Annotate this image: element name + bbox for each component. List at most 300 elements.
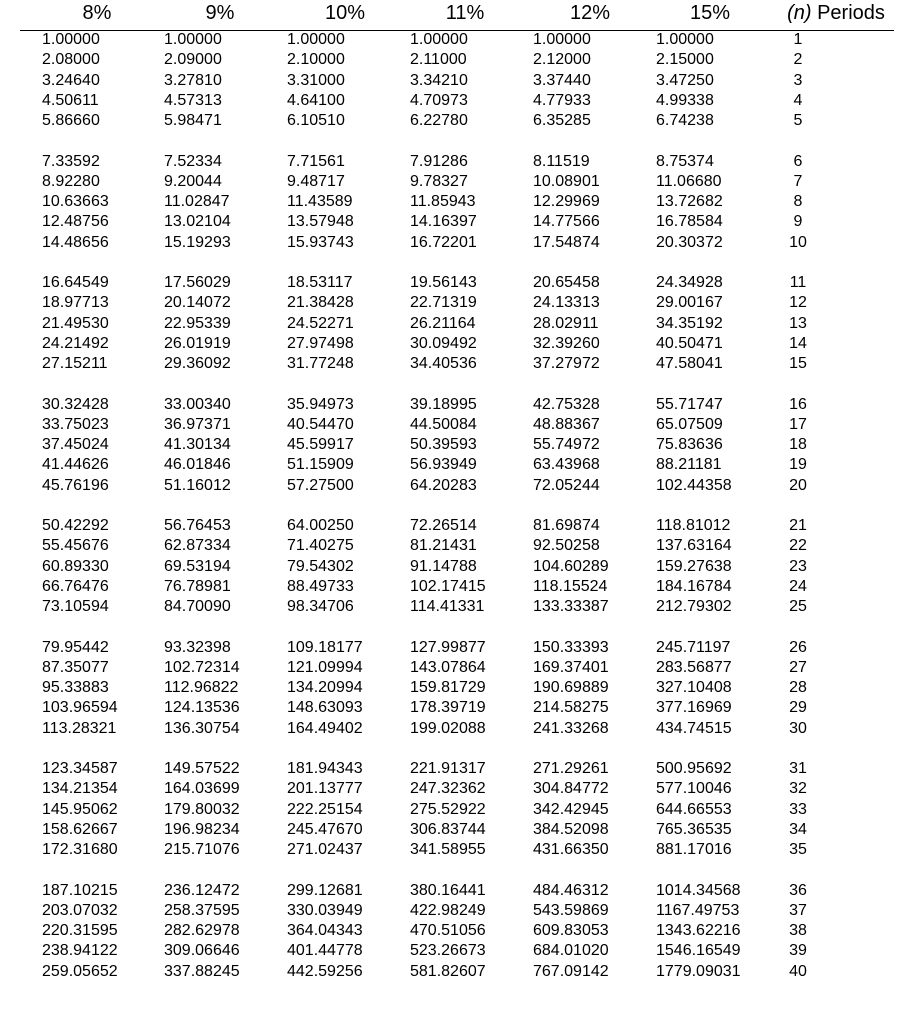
table-cell: 79.95442 xyxy=(42,638,109,656)
table-cell: 1.00000 xyxy=(656,31,714,48)
table-cell: 644.66553 xyxy=(656,800,732,818)
table-cell: 684.01020 xyxy=(533,942,609,960)
table-row xyxy=(0,395,920,415)
table-cell: 12.48756 xyxy=(42,213,109,231)
period-number: 19 xyxy=(789,456,807,474)
table-cell: 3.27810 xyxy=(164,71,222,89)
table-cell: 26.01919 xyxy=(164,334,231,352)
table-cell: 134.20994 xyxy=(287,679,363,697)
table-cell: 4.64100 xyxy=(287,91,345,109)
table-cell: 283.56877 xyxy=(656,658,732,676)
table-row xyxy=(0,779,920,799)
table-cell: 87.35077 xyxy=(42,658,109,676)
table-cell: 41.44626 xyxy=(42,456,109,474)
table-cell: 27.15211 xyxy=(42,355,108,373)
column-header-periods xyxy=(778,1,894,25)
table-cell: 76.78981 xyxy=(164,577,231,595)
column-header-9-percent: 9% xyxy=(205,2,235,24)
table-cell: 63.43968 xyxy=(533,456,600,474)
table-cell: 282.62978 xyxy=(164,922,240,940)
table-cell: 14.16397 xyxy=(410,213,477,231)
row-group xyxy=(0,152,920,254)
table-cell: 164.03699 xyxy=(164,780,240,798)
table-cell: 1779.09031 xyxy=(656,962,741,980)
row-group xyxy=(0,395,920,497)
table-cell: 104.60289 xyxy=(533,557,609,575)
table-cell: 220.31595 xyxy=(42,922,118,940)
table-cell: 36.97371 xyxy=(164,415,231,433)
table-cell: 577.10046 xyxy=(656,780,732,798)
table-cell: 364.04343 xyxy=(287,922,363,940)
table-cell: 190.69889 xyxy=(533,679,609,697)
table-cell: 21.49530 xyxy=(42,314,109,332)
table-cell: 8.11519 xyxy=(533,152,590,170)
period-number: 14 xyxy=(789,334,807,352)
table-cell: 6.74238 xyxy=(656,112,714,130)
period-number: 34 xyxy=(789,820,807,838)
table-cell: 118.81012 xyxy=(656,517,731,534)
table-cell: 51.16012 xyxy=(164,476,231,494)
period-number: 17 xyxy=(789,415,807,433)
table-cell: 337.88245 xyxy=(164,962,240,980)
table-cell: 24.13313 xyxy=(533,294,600,312)
table-cell: 275.52922 xyxy=(410,800,486,818)
table-cell: 16.64549 xyxy=(42,274,109,291)
table-cell: 22.71319 xyxy=(410,294,477,312)
table-cell: 103.96594 xyxy=(42,699,118,717)
table-cell: 15.93743 xyxy=(287,233,354,251)
table-cell: 112.96822 xyxy=(164,679,239,697)
table-cell: 1167.49753 xyxy=(656,901,740,919)
table-cell: 1.00000 xyxy=(287,31,345,48)
table-cell: 88.21181 xyxy=(656,456,722,474)
table-cell: 113.28321 xyxy=(42,719,117,737)
period-number: 2 xyxy=(793,51,803,69)
table-cell: 2.12000 xyxy=(533,51,591,69)
table-cell: 7.91286 xyxy=(410,152,468,170)
table-cell: 137.63164 xyxy=(656,537,732,555)
row-group xyxy=(0,516,920,618)
table-cell: 72.05244 xyxy=(533,476,600,494)
table-header-row xyxy=(20,0,894,31)
table-cell: 19.56143 xyxy=(410,274,477,291)
table-cell: 50.39593 xyxy=(410,436,477,454)
period-number: 38 xyxy=(789,922,807,940)
table-cell: 41.30134 xyxy=(164,436,231,454)
table-cell: 14.48656 xyxy=(42,233,109,251)
table-cell: 271.29261 xyxy=(533,760,609,777)
period-number: 29 xyxy=(789,699,807,717)
table-cell: 24.21492 xyxy=(42,334,109,352)
table-cell: 2.11000 xyxy=(410,51,467,69)
table-cell: 121.09994 xyxy=(287,658,363,676)
table-cell: 42.75328 xyxy=(533,395,600,413)
table-cell: 55.71747 xyxy=(656,395,723,413)
table-cell: 14.77566 xyxy=(533,213,600,231)
table-row xyxy=(0,152,920,172)
table-cell: 179.80032 xyxy=(164,800,240,818)
table-cell: 35.94973 xyxy=(287,395,354,413)
table-cell: 9.78327 xyxy=(410,172,468,190)
period-number: 32 xyxy=(789,780,807,798)
periods-symbol: (n) xyxy=(787,2,812,24)
table-cell: 20.14072 xyxy=(164,294,231,312)
table-cell: 17.54874 xyxy=(533,233,600,251)
table-cell: 81.69874 xyxy=(533,517,600,534)
table-row xyxy=(0,557,920,577)
table-cell: 71.40275 xyxy=(287,537,354,555)
table-row xyxy=(0,30,920,50)
table-row xyxy=(0,719,920,739)
table-cell: 201.13777 xyxy=(287,780,363,798)
table-cell: 609.83053 xyxy=(533,922,609,940)
table-cell: 65.07509 xyxy=(656,415,723,433)
table-cell: 109.18177 xyxy=(287,638,363,656)
period-number: 33 xyxy=(789,800,807,818)
table-cell: 422.98249 xyxy=(410,901,486,919)
table-row xyxy=(0,111,920,131)
table-cell: 47.58041 xyxy=(656,355,723,373)
column-header-10-percent: 10% xyxy=(324,2,366,24)
table-row xyxy=(0,91,920,111)
table-cell: 31.77248 xyxy=(287,355,354,373)
table-cell: 5.98471 xyxy=(164,112,222,130)
table-cell: 55.74972 xyxy=(533,436,600,454)
row-group xyxy=(0,273,920,375)
table-cell: 7.33592 xyxy=(42,152,100,170)
table-cell: 44.50084 xyxy=(410,415,477,433)
table-row xyxy=(0,273,920,293)
table-cell: 330.03949 xyxy=(287,901,363,919)
table-cell: 1014.34568 xyxy=(656,881,741,899)
period-number: 40 xyxy=(789,962,807,980)
table-cell: 114.41331 xyxy=(410,598,485,616)
table-cell: 55.45676 xyxy=(42,537,109,555)
table-cell: 20.30372 xyxy=(656,233,723,251)
table-cell: 1.00000 xyxy=(42,31,100,48)
table-row xyxy=(0,233,920,253)
table-cell: 7.52334 xyxy=(164,152,222,170)
table-cell: 158.62667 xyxy=(42,820,118,838)
table-cell: 102.17415 xyxy=(410,577,486,595)
period-number: 5 xyxy=(793,112,803,130)
table-cell: 377.16969 xyxy=(656,699,732,717)
table-cell: 33.00340 xyxy=(164,395,231,413)
table-cell: 30.32428 xyxy=(42,395,109,413)
table-cell: 60.89330 xyxy=(42,557,109,575)
table-cell: 40.54470 xyxy=(287,415,354,433)
table-cell: 133.33387 xyxy=(533,598,609,616)
table-cell: 247.32362 xyxy=(410,780,486,798)
table-cell: 123.34587 xyxy=(42,760,118,777)
period-number: 12 xyxy=(789,294,807,312)
period-number: 15 xyxy=(789,355,807,373)
table-cell: 2.10000 xyxy=(287,51,345,69)
period-number: 36 xyxy=(789,881,807,899)
table-row xyxy=(0,820,920,840)
table-cell: 196.98234 xyxy=(164,820,240,838)
table-row xyxy=(0,678,920,698)
table-cell: 75.83636 xyxy=(656,436,723,454)
table-row xyxy=(0,638,920,658)
period-number: 31 xyxy=(789,760,807,777)
table-cell: 222.25154 xyxy=(287,800,363,818)
period-number: 23 xyxy=(789,557,807,575)
table-cell: 245.47670 xyxy=(287,820,363,838)
table-cell: 10.63663 xyxy=(42,193,109,211)
table-cell: 523.26673 xyxy=(410,942,486,960)
table-cell: 22.95339 xyxy=(164,314,231,332)
table-cell: 148.63093 xyxy=(287,699,363,717)
period-number: 20 xyxy=(789,476,807,494)
table-row xyxy=(0,881,920,901)
period-number: 18 xyxy=(789,436,807,454)
table-cell: 4.57313 xyxy=(164,91,222,109)
table-cell: 32.39260 xyxy=(533,334,600,352)
table-cell: 3.31000 xyxy=(287,71,345,89)
table-row xyxy=(0,334,920,354)
table-row xyxy=(0,172,920,192)
table-cell: 18.53117 xyxy=(287,274,353,291)
table-cell: 178.39719 xyxy=(410,699,486,717)
table-row xyxy=(0,597,920,617)
table-row xyxy=(0,50,920,70)
table-cell: 442.59256 xyxy=(287,962,363,980)
table-cell: 149.57522 xyxy=(164,760,240,777)
table-cell: 11.06680 xyxy=(656,172,722,190)
table-row xyxy=(0,658,920,678)
period-number: 35 xyxy=(789,841,807,859)
table-cell: 64.20283 xyxy=(410,476,477,494)
table-cell: 3.37440 xyxy=(533,71,591,89)
table-cell: 9.48717 xyxy=(287,172,345,190)
table-cell: 6.22780 xyxy=(410,112,468,130)
periods-label: Periods xyxy=(811,2,885,24)
table-cell: 20.65458 xyxy=(533,274,600,291)
table-row xyxy=(0,962,920,982)
table-cell: 2.09000 xyxy=(164,51,222,69)
table-cell: 102.44358 xyxy=(656,476,732,494)
table-cell: 91.14788 xyxy=(410,557,477,575)
table-cell: 143.07864 xyxy=(410,658,486,676)
table-cell: 15.19293 xyxy=(164,233,231,251)
table-cell: 136.30754 xyxy=(164,719,240,737)
table-cell: 50.42292 xyxy=(42,517,109,534)
table-cell: 187.10215 xyxy=(42,881,118,899)
row-group xyxy=(0,638,920,740)
table-row xyxy=(0,901,920,921)
column-header-8-percent: 8% xyxy=(82,2,112,24)
table-cell: 26.21164 xyxy=(410,314,476,332)
table-row xyxy=(0,455,920,475)
table-cell: 5.86660 xyxy=(42,112,100,130)
table-cell: 88.49733 xyxy=(287,577,354,595)
table-row xyxy=(0,354,920,374)
table-row xyxy=(0,759,920,779)
table-cell: 27.97498 xyxy=(287,334,354,352)
table-cell: 16.78584 xyxy=(656,213,723,231)
period-number: 22 xyxy=(789,537,807,555)
period-number: 3 xyxy=(793,71,803,89)
table-cell: 11.02847 xyxy=(164,193,230,211)
table-cell: 299.12681 xyxy=(287,881,363,899)
table-cell: 172.31680 xyxy=(42,841,118,859)
table-cell: 9.20044 xyxy=(164,172,222,190)
period-number: 8 xyxy=(793,193,803,211)
table-row xyxy=(0,212,920,232)
table-row xyxy=(0,941,920,961)
table-cell: 93.32398 xyxy=(164,638,231,656)
table-cell: 73.10594 xyxy=(42,598,109,616)
table-cell: 48.88367 xyxy=(533,415,600,433)
table-cell: 29.36092 xyxy=(164,355,231,373)
table-cell: 24.52271 xyxy=(287,314,354,332)
table-cell: 6.35285 xyxy=(533,112,591,130)
table-cell: 51.15909 xyxy=(287,456,354,474)
table-cell: 236.12472 xyxy=(164,881,240,899)
table-cell: 69.53194 xyxy=(164,557,231,575)
table-cell: 341.58955 xyxy=(410,841,486,859)
period-number: 30 xyxy=(789,719,807,737)
table-cell: 3.34210 xyxy=(410,71,468,89)
table-cell: 881.17016 xyxy=(656,841,732,859)
table-cell: 164.49402 xyxy=(287,719,363,737)
table-cell: 72.26514 xyxy=(410,517,477,534)
table-cell: 199.02088 xyxy=(410,719,486,737)
table-cell: 431.66350 xyxy=(533,841,609,859)
table-cell: 470.51056 xyxy=(410,922,486,940)
table-cell: 13.57948 xyxy=(287,213,354,231)
table-cell: 33.75023 xyxy=(42,415,109,433)
table-cell: 309.06646 xyxy=(164,942,240,960)
table-cell: 84.70090 xyxy=(164,598,231,616)
table-cell: 28.02911 xyxy=(533,314,599,332)
period-number: 16 xyxy=(789,395,807,413)
table-cell: 221.91317 xyxy=(410,760,486,777)
table-cell: 1.00000 xyxy=(410,31,468,48)
period-number: 6 xyxy=(793,152,803,170)
table-cell: 3.47250 xyxy=(656,71,714,89)
table-cell: 10.08901 xyxy=(533,172,600,190)
table-cell: 37.27972 xyxy=(533,355,600,373)
table-row xyxy=(0,293,920,313)
table-cell: 11.85943 xyxy=(410,193,476,211)
period-number: 26 xyxy=(789,638,807,656)
period-number: 21 xyxy=(789,517,807,534)
period-number: 10 xyxy=(789,233,807,251)
table-cell: 169.37401 xyxy=(533,658,609,676)
table-cell: 4.77933 xyxy=(533,91,591,109)
table-cell: 56.76453 xyxy=(164,517,231,534)
table-cell: 11.43589 xyxy=(287,193,353,211)
table-cell: 34.40536 xyxy=(410,355,477,373)
table-cell: 92.50258 xyxy=(533,537,600,555)
table-cell: 4.70973 xyxy=(410,91,468,109)
table-row xyxy=(0,435,920,455)
period-number: 24 xyxy=(789,577,807,595)
table-cell: 259.05652 xyxy=(42,962,118,980)
table-cell: 37.45024 xyxy=(42,436,109,454)
table-row xyxy=(0,698,920,718)
table-cell: 241.33268 xyxy=(533,719,609,737)
table-cell: 124.13536 xyxy=(164,699,240,717)
row-group xyxy=(0,30,920,132)
table-cell: 8.75374 xyxy=(656,152,714,170)
table-cell: 8.92280 xyxy=(42,172,100,190)
table-cell: 66.76476 xyxy=(42,577,109,595)
table-cell: 46.01846 xyxy=(164,456,231,474)
table-cell: 45.59917 xyxy=(287,436,354,454)
table-cell: 18.97713 xyxy=(42,294,109,312)
table-row xyxy=(0,840,920,860)
table-cell: 34.35192 xyxy=(656,314,723,332)
period-number: 28 xyxy=(789,679,807,697)
table-row xyxy=(0,577,920,597)
table-cell: 16.72201 xyxy=(410,233,477,251)
table-cell: 238.94122 xyxy=(42,942,118,960)
table-cell: 62.87334 xyxy=(164,537,231,555)
column-header-15-percent: 15% xyxy=(689,2,731,24)
table-cell: 215.71076 xyxy=(164,841,240,859)
table-cell: 500.95692 xyxy=(656,760,732,777)
period-number: 4 xyxy=(793,91,803,109)
table-cell: 1343.62216 xyxy=(656,922,741,940)
table-cell: 342.42945 xyxy=(533,800,609,818)
period-number: 9 xyxy=(793,213,803,231)
table-cell: 181.94343 xyxy=(287,760,363,777)
table-cell: 184.16784 xyxy=(656,577,732,595)
table-cell: 4.99338 xyxy=(656,91,714,109)
table-cell: 384.52098 xyxy=(533,820,609,838)
table-cell: 40.50471 xyxy=(656,334,723,352)
table-cell: 21.38428 xyxy=(287,294,354,312)
table-cell: 1.00000 xyxy=(164,31,222,48)
table-cell: 39.18995 xyxy=(410,395,477,413)
table-row xyxy=(0,71,920,91)
period-number: 25 xyxy=(789,598,807,616)
table-cell: 81.21431 xyxy=(410,537,477,555)
table-cell: 380.16441 xyxy=(410,881,486,899)
table-row xyxy=(0,314,920,334)
table-row xyxy=(0,921,920,941)
table-cell: 767.09142 xyxy=(533,962,609,980)
table-cell: 484.46312 xyxy=(533,881,609,899)
period-number: 11 xyxy=(789,274,807,291)
period-number: 1 xyxy=(793,31,803,48)
table-cell: 7.71561 xyxy=(287,152,345,170)
table-cell: 304.84772 xyxy=(533,780,609,798)
table-cell: 30.09492 xyxy=(410,334,477,352)
table-cell: 401.44778 xyxy=(287,942,363,960)
period-number: 27 xyxy=(789,658,807,676)
table-cell: 17.56029 xyxy=(164,274,231,291)
row-group xyxy=(0,881,920,983)
table-cell: 13.02104 xyxy=(164,213,231,231)
table-cell: 212.79302 xyxy=(656,598,732,616)
table-cell: 13.72682 xyxy=(656,193,723,211)
table-cell: 271.02437 xyxy=(287,841,363,859)
table-cell: 258.37595 xyxy=(164,901,240,919)
table-cell: 1546.16549 xyxy=(656,942,741,960)
table-cell: 581.82607 xyxy=(410,962,486,980)
table-cell: 24.34928 xyxy=(656,274,723,291)
table-cell: 203.07032 xyxy=(42,901,118,919)
table-cell: 6.10510 xyxy=(287,112,345,130)
table-cell: 45.76196 xyxy=(42,476,109,494)
table-cell: 434.74515 xyxy=(656,719,732,737)
period-number: 39 xyxy=(789,942,807,960)
table-cell: 64.00250 xyxy=(287,517,354,534)
